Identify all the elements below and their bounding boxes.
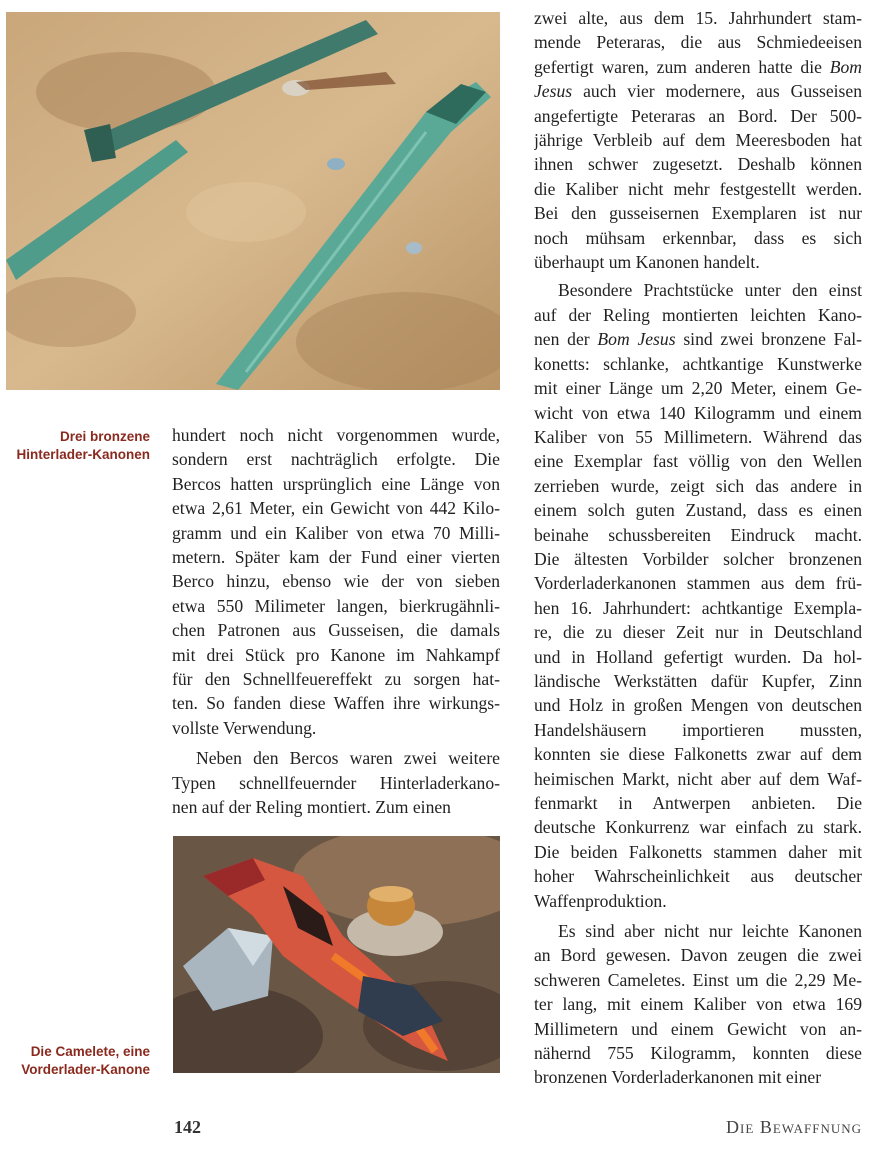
text-line: eine Exemplar fast völlig von den Wellen xyxy=(534,451,862,472)
text-line: Jesus auch vier modernere, aus Gusseisen xyxy=(534,81,862,102)
text-line: ter lang, mit einem Kaliber von etwa 169 xyxy=(534,994,862,1015)
text-line: Besondere Prachtstücke unter den einst xyxy=(558,280,862,301)
text-line: Neben den Bercos waren zwei weitere xyxy=(196,748,500,769)
paragraph xyxy=(172,746,500,819)
text-line: auf der Reling montierten leichten Kano- xyxy=(534,304,862,325)
text-line: Handelshäusern importieren mussten, xyxy=(534,719,862,740)
caption-line: Hinterlader-Kanonen xyxy=(16,447,150,462)
text-line: Waffenproduktion. xyxy=(534,890,667,911)
text-line: zerrieben wurde, zeigt sich das andere in xyxy=(534,475,862,496)
text-line: mit einer Länge um 2,20 Meter, einem Ge- xyxy=(534,378,862,399)
caption-line: Die Camelete, eine xyxy=(30,1044,150,1059)
text-line: nen der Bom Jesus sind zwei bronzene Fal- xyxy=(534,329,862,350)
text-line: wicht von etwa 140 Kilogramm und einem xyxy=(534,402,862,423)
text-line: re, die zu dieser Zeit nur in Deutschland xyxy=(534,622,862,643)
left-text-column xyxy=(172,423,500,820)
section-title: Die Bewaffnung xyxy=(726,1117,862,1137)
text-line: überhaupt um Kanonen handelt. xyxy=(534,252,760,273)
text-line: etwa 550 Milimeter langen, bierkrugähnli- xyxy=(172,595,500,616)
right-text-column xyxy=(534,6,862,1090)
text-line: noch mühsam erkennbar, dass es sich xyxy=(534,227,862,248)
text-line: die Kaliber nicht mehr festgestellt werden. xyxy=(534,178,862,199)
text-line: und in Holland gefertigt wurden. Da hol- xyxy=(534,646,862,667)
paragraph xyxy=(534,6,862,274)
text-line: Vorderladerkanonen stammen aus dem frü- xyxy=(534,573,862,594)
text-line: hoher Wahrscheinlichkeit aus deutscher xyxy=(534,866,862,887)
text-line: einem solch guten Zustand, dass es einen xyxy=(534,500,862,521)
text-line: angefertigte Peteraras an Bord. Der 500- xyxy=(534,105,862,126)
text-line: ländische Werkstätten dafür Kupfer, Zinn xyxy=(534,670,862,691)
text-line: etwa 2,61 Meter, ein Gewicht von 442 Kilo- xyxy=(172,498,500,519)
text-line: zwei alte, aus dem 15. Jahrhundert stam- xyxy=(534,8,862,28)
text-line: fenmarkt in Antwerpen anbieten. Die xyxy=(534,793,862,813)
text-line: und Holz in großen Mengen von deutschen xyxy=(534,695,862,716)
text-line: bronzenen Vorderladerkanonen mit einer xyxy=(534,1067,822,1088)
text-line: hundert noch nicht vorgenommen wurde, xyxy=(172,425,500,445)
text-line: gefertigt waren, zum anderen hatte die Bom xyxy=(534,56,862,77)
text-line: sondern erst nachträglich erfolgte. Die xyxy=(172,449,500,470)
text-line: hen 16. Jahrhundert: achtkantige Exempla- xyxy=(534,597,862,618)
photo2-caption xyxy=(0,1043,150,1079)
text-line: nen auf der Reling montiert. Zum einen xyxy=(172,797,451,818)
paragraph xyxy=(534,919,862,1090)
camelete-cannon-photo xyxy=(173,836,500,1073)
text-line: beinahe schussbereiten Eindruck macht. xyxy=(534,524,862,545)
text-line: nähernd 755 Kilogramm, konnten diese xyxy=(534,1043,862,1064)
text-line: gramm und ein Kaliber von etwa 70 Milli- xyxy=(172,522,500,543)
text-line: Bei den gusseisernen Exemplaren ist nur xyxy=(534,203,862,224)
text-line: Bercos hatten ursprünglich eine Länge von xyxy=(172,473,500,494)
bronze-cannons-photo xyxy=(6,12,500,390)
text-line: ten. So fanden diese Waffen ihre wirkungs- xyxy=(172,693,500,714)
text-line: Typen schnellfeuernder Hinterladerkano- xyxy=(172,772,500,793)
text-line: mende Peteraras, die aus Schmiedeeisen xyxy=(534,32,862,53)
text-line: Die ältesten Vorbilder solcher bronzenen xyxy=(534,548,862,569)
text-line: metern. Später kam der Fund einer vierten xyxy=(172,547,500,568)
text-line: Kaliber von 55 Millimetern. Während das xyxy=(534,426,862,447)
text-line: konetts: schlanke, achtkantige Kunstwerke xyxy=(534,353,862,374)
page-number: 142 xyxy=(174,1117,201,1137)
text-line: heimischen Markt, nicht aber auf dem Waf- xyxy=(534,768,862,789)
text-line: deutsche Konkurrenz war einfach zu stark. xyxy=(534,817,862,838)
paragraph xyxy=(534,278,862,913)
text-line: mit drei Stück pro Kanone im Nahkampf xyxy=(172,644,500,665)
text-line: konnten sie diese Falkonetts zwar auf dem xyxy=(534,744,862,765)
paragraph xyxy=(172,423,500,740)
text-line: an Bord gewesen. Davon zeugen die zwei xyxy=(534,945,862,966)
photo1-caption xyxy=(0,428,150,464)
text-line: Die beiden Falkonetts stammen daher mit xyxy=(534,841,862,862)
caption-line: Drei bronzene xyxy=(59,429,150,444)
text-line: für den Schnellfeuereffekt zu sorgen hat- xyxy=(172,669,500,690)
text-line: vollste Verwendung. xyxy=(172,717,317,738)
text-line: jährige Verbleib auf dem Meeresboden hat xyxy=(534,130,862,151)
text-line: ihnen schwer zugesetzt. Deshalb können xyxy=(534,154,862,175)
text-line: Es sind aber nicht nur leichte Kanonen xyxy=(558,921,862,942)
caption-line: Vorderlader-Kanone xyxy=(21,1062,150,1077)
text-line: schweren Cameletes. Einst um die 2,29 Me- xyxy=(534,969,862,990)
text-line: Millimetern und einem Gewicht von an- xyxy=(534,1018,862,1039)
text-line: chen Patronen aus Gusseisen, die damals xyxy=(172,620,500,641)
text-line: Berco hinzu, ebenso wie der von sieben xyxy=(172,571,500,592)
